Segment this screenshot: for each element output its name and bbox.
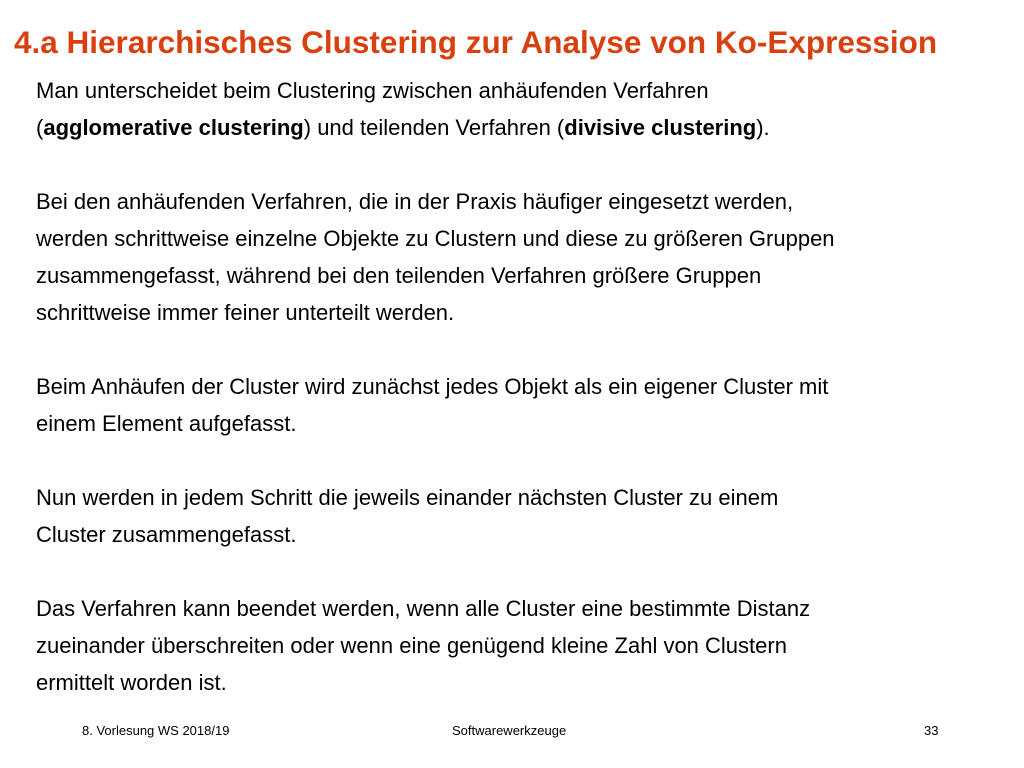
paragraph-2-line-2: werden schrittweise einzelne Objekte zu Clustern und diese zu größeren Gruppen bbox=[36, 226, 835, 251]
paragraph-5-line-1: Das Verfahren kann beendet werden, wenn alle Cluster eine bestimmte Distanz bbox=[36, 596, 811, 621]
footer-page-number: 33 bbox=[924, 723, 939, 738]
paragraph-3-line-1: Beim Anhäufen der Cluster wird zunächst jedes Objekt als ein eigener Cluster mit bbox=[36, 374, 829, 399]
paragraph-1-line-2 bbox=[36, 109, 996, 146]
paragraph-2-line-3: zusammengefasst, während bei den teilenden Verfahren größere Gruppen bbox=[36, 263, 762, 288]
paragraph-merge-step bbox=[36, 479, 996, 553]
footer-lecture-info: 8. Vorlesung WS 2018/19 bbox=[82, 723, 230, 738]
paragraph-1-connector: ) und teilenden Verfahren ( bbox=[303, 115, 565, 140]
paragraph-2-line-1: Bei den anhäufenden Verfahren, die in der Praxis häufiger eingesetzt werden, bbox=[36, 189, 794, 214]
paragraph-initial-clusters bbox=[36, 368, 996, 442]
paragraph-5-line-2: zueinander überschreiten oder wenn eine genügend kleine Zahl von Clustern bbox=[36, 633, 787, 658]
paragraph-agglomerative-vs-divisive bbox=[36, 183, 996, 331]
term-divisive: divisive clustering bbox=[564, 115, 757, 140]
paragraph-2-line-4: schrittweise immer feiner unterteilt werden. bbox=[36, 300, 455, 325]
paragraph-4-line-1: Nun werden in jedem Schritt die jeweils einander nächsten Cluster zu einem bbox=[36, 485, 779, 510]
paragraph-1-line-1: Man unterscheidet beim Clustering zwischen anhäufenden Verfahren bbox=[36, 78, 709, 103]
paragraph-4-line-2: Cluster zusammengefasst. bbox=[36, 522, 297, 547]
paragraph-3-line-2: einem Element aufgefasst. bbox=[36, 411, 297, 436]
paragraph-termination bbox=[36, 590, 996, 701]
footer-course-name: Softwarewerkzeuge bbox=[452, 723, 567, 738]
paren-open: ( bbox=[36, 115, 44, 140]
slide-title: 4.a Hierarchisches Clustering zur Analyse von Ko-Expression bbox=[14, 24, 938, 60]
term-agglomerative: agglomerative clustering bbox=[43, 115, 304, 140]
paren-close: ). bbox=[756, 115, 770, 140]
slide-body bbox=[36, 72, 996, 701]
paragraph-5-line-3: ermittelt worden ist. bbox=[36, 670, 227, 695]
paragraph-definition bbox=[36, 72, 996, 146]
